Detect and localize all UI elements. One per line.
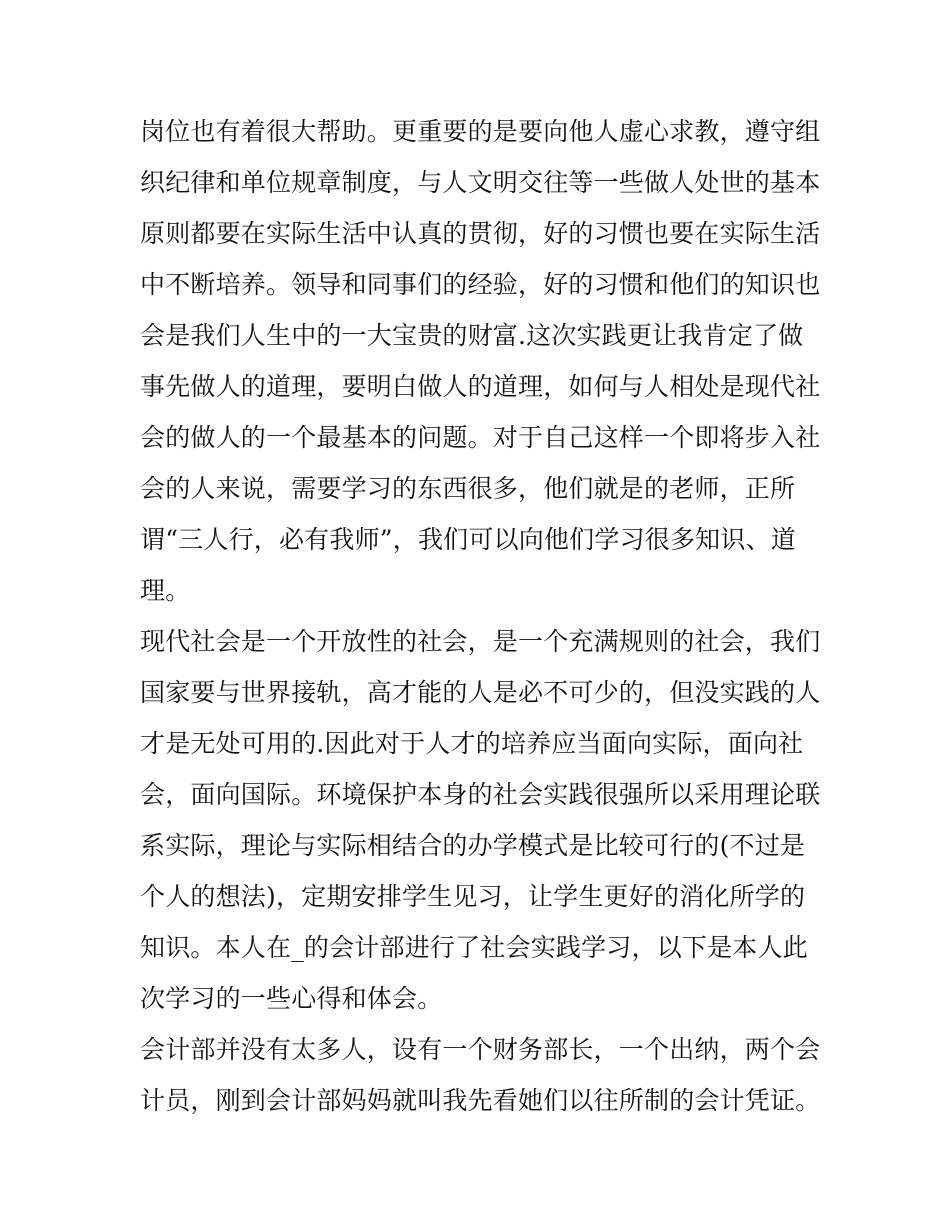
text-line: 国家要与世界接轨，高才能的人是必不可少的，但没实践的人 bbox=[140, 678, 821, 707]
paragraph-3 bbox=[140, 1024, 820, 1126]
text-line: 会的人来说，需要学习的东西很多，他们就是的老师，正所 bbox=[140, 474, 796, 503]
text-line: 会计部并没有太多人，设有一个财务部长，一个出纳，两个会 bbox=[140, 1035, 821, 1064]
text-line: 才是无处可用的.因此对于人才的培养应当面向实际，面向社 bbox=[140, 729, 804, 758]
text-line: 知识。本人在_的会计部进行了社会实践学习，以下是本人此 bbox=[140, 933, 808, 962]
paragraph-1 bbox=[140, 106, 820, 616]
text-line: 岗位也有着很大帮助。更重要的是要向他人虚心求教，遵守组 bbox=[140, 117, 821, 146]
text-line: 会是我们人生中的一大宝贵的财富.这次实践更让我肯定了做 bbox=[140, 321, 804, 350]
text-line: 系实际，理论与实际相结合的办学模式是比较可行的(不过是 bbox=[140, 831, 806, 860]
text-line: 会的做人的一个最基本的问题。对于自己这样一个即将步入社 bbox=[140, 423, 821, 452]
text-line: 中不断培养。领导和同事们的经验，好的习惯和他们的知识也 bbox=[140, 270, 821, 299]
text-line: 事先做人的道理，要明白做人的道理，如何与人相处是现代社 bbox=[140, 372, 821, 401]
text-line: 织纪律和单位规章制度，与人文明交往等一些做人处世的基本 bbox=[140, 168, 821, 197]
text-line: 次学习的一些心得和体会。 bbox=[140, 984, 443, 1013]
text-line: 现代社会是一个开放性的社会，是一个充满规则的社会，我们 bbox=[140, 627, 821, 656]
document-body bbox=[140, 106, 820, 1126]
text-line: 原则都要在实际生活中认真的贯彻，好的习惯也要在实际生活 bbox=[140, 219, 821, 248]
text-line: 理。 bbox=[140, 576, 191, 605]
text-line: 谓“三人行，必有我师”，我们可以向他们学习很多知识、道 bbox=[140, 525, 796, 554]
text-line: 会，面向国际。环境保护本身的社会实践很强所以采用理论联 bbox=[140, 780, 821, 809]
text-line: 计员，刚到会计部妈妈就叫我先看她们以往所制的会计凭证。 bbox=[140, 1086, 821, 1115]
text-line: 个人的想法)，定期安排学生见习，让学生更好的消化所学的 bbox=[140, 882, 806, 911]
paragraph-2 bbox=[140, 616, 820, 1024]
